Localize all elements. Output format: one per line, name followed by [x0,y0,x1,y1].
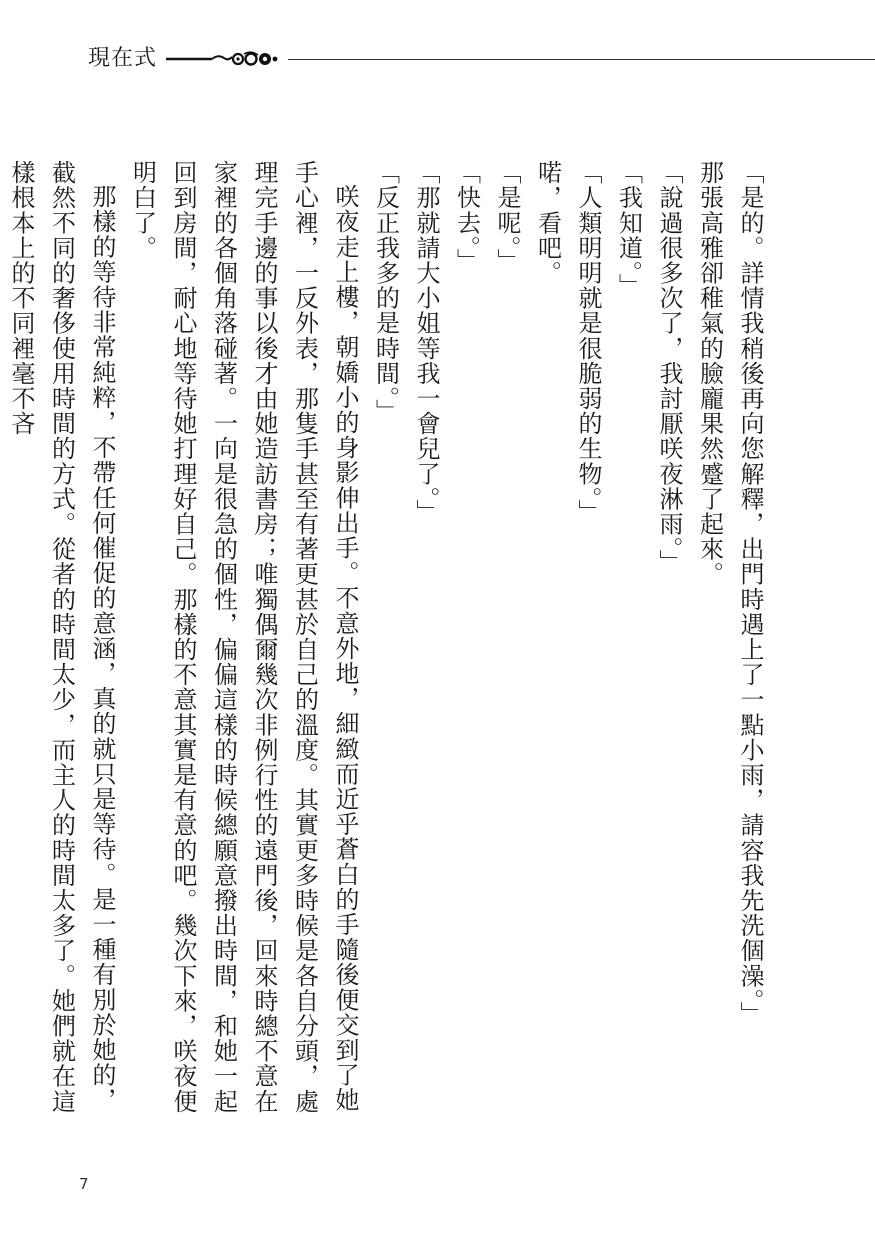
page-header [0,0,875,90]
header-rule [288,59,875,60]
vertical-text-block [7,160,770,1130]
paragraph: 「快去。」 [452,160,481,274]
paragraph: 「我知道。」 [614,160,643,299]
paragraph: 「那就請大小姐等我一會兒了。」 [412,160,440,525]
paragraph: 「人類明明就是很脆弱的生物。」 [574,160,602,525]
paragraph: 喏，看吧。 [533,160,562,286]
flourish-ornament-icon [166,49,278,71]
chapter-title: 現在式 [88,46,158,71]
paragraph: 咲夜走上樓，朝嬌小的身影伸出手。不意外地，細緻而近乎蒼白的手隨後便交到了她手心裡，一反外表，那隻手甚至有著更甚於自己的溫度。其實更多時候是各自分頭，處理完手邊的事以後才由她造訪書房；唯獨偶爾幾次非例行性的遠門後，回來時總不意在家裡的各個角落碰著。一向是很急的個性，偏偏這樣的時候總願意撥出時間，和她一起回到房間，耐心地等待她打理好自己。那樣的不意其實是有意的吧。幾次下來，咲夜便明白了。 [128,160,359,1114]
paragraph: 「說過很多次了，我討厭咲夜淋雨。」 [655,160,683,575]
paragraph: 那張高雅卻稚氣的臉龐果然蹙了起來。 [695,160,724,587]
paragraph: 「是呢。」 [493,160,521,274]
paragraph: 那樣的等待非常純粹，不帶任何催促的意涵，真的就只是等待。是一種有別於她的，截然不同的奢侈使用時間的方式。從者的時間太少，而主人的時間太多了。她們就在這樣根本上的不同裡毫不吝 [7,160,116,1114]
paragraph: 「是的。詳情我稍後再向您解釋，出門時遇上了一點小雨，請容我先洗個澡。」 [736,160,764,1027]
paragraph: 「反正我多的是時間。」 [371,160,400,425]
page-number: 7 [79,1175,89,1193]
